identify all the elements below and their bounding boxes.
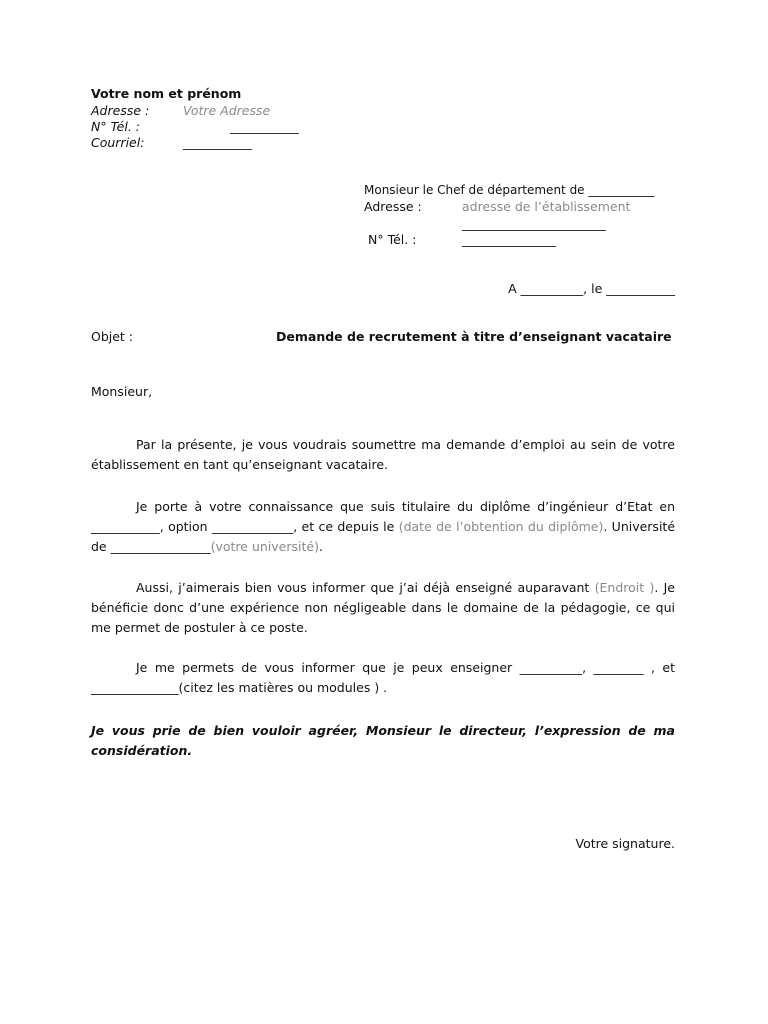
salutation: Monsieur, (91, 384, 153, 399)
date-line: A __________, le ___________ (508, 281, 675, 296)
sender-address-label: Adresse : (91, 103, 150, 118)
sender-address-value: Votre Adresse (183, 103, 271, 118)
paragraph-2-text-e: . (318, 539, 323, 554)
recipient-tel-label: N° Tél. : (368, 232, 417, 247)
closing-formula: Je vous prie de bien vouloir agréer, Monsieur le directeur, l’expression de ma considération. (91, 723, 675, 758)
recipient-address-value: adresse de l’établissement (462, 199, 631, 214)
paragraph-3 (91, 578, 675, 638)
place-placeholder: (Endroit ) (594, 580, 655, 595)
recipient-tel-value: _______________ (462, 232, 556, 247)
paragraph-2-text-c: . Université de ________________ (91, 519, 676, 554)
diploma-date-placeholder: (date de l’obtention du diplôme) (398, 519, 604, 534)
subject-text: Demande de recrutement à titre d’enseignant vacataire (276, 329, 672, 344)
sender-tel-value: ___________ (230, 119, 299, 134)
paragraph-3-text-c: . Je bénéficie donc d’une expérience non négligeable dans le domaine de la pédagogie, ce qui me permet de postuler à ce poste. (91, 580, 675, 635)
paragraph-1-text: Par la présente, je vous voudrais soumettre ma demande d’emploi au sein de votre établissement en tant qu’enseignant vacataire. (91, 437, 675, 472)
sender-name: Votre nom et prénom (91, 86, 242, 101)
recipient-address-label: Adresse : (364, 199, 422, 214)
sender-email-value: ___________ (183, 135, 252, 150)
recipient-address-line2: _______________________ (462, 216, 606, 231)
sender-tel-label: N° Tél. : (91, 119, 140, 134)
sender-email-label: Courriel: (91, 135, 145, 150)
paragraph-4 (91, 658, 675, 698)
subject-label: Objet : (91, 329, 134, 344)
paragraph-1 (91, 435, 675, 475)
paragraph-2-text-a: Je porte à votre connaissance que suis titulaire du diplôme d’ingénieur d’Etat en ___________, option _____________, et ce depuis le (91, 499, 675, 534)
paragraph-3-text-a: Aussi, j’aimerais bien vous informer que j’ai déjà enseigné auparavant (136, 580, 595, 595)
recipient-title: Monsieur le Chef de département de ___________ (364, 183, 655, 197)
university-placeholder: (votre université) (210, 539, 319, 554)
signature: Votre signature. (575, 836, 675, 851)
paragraph-4-text: Je me permets de vous informer que je peux enseigner __________, ________ , et ______________(citez les matières ou modules ) . (91, 660, 675, 695)
paragraph-2 (91, 497, 675, 557)
